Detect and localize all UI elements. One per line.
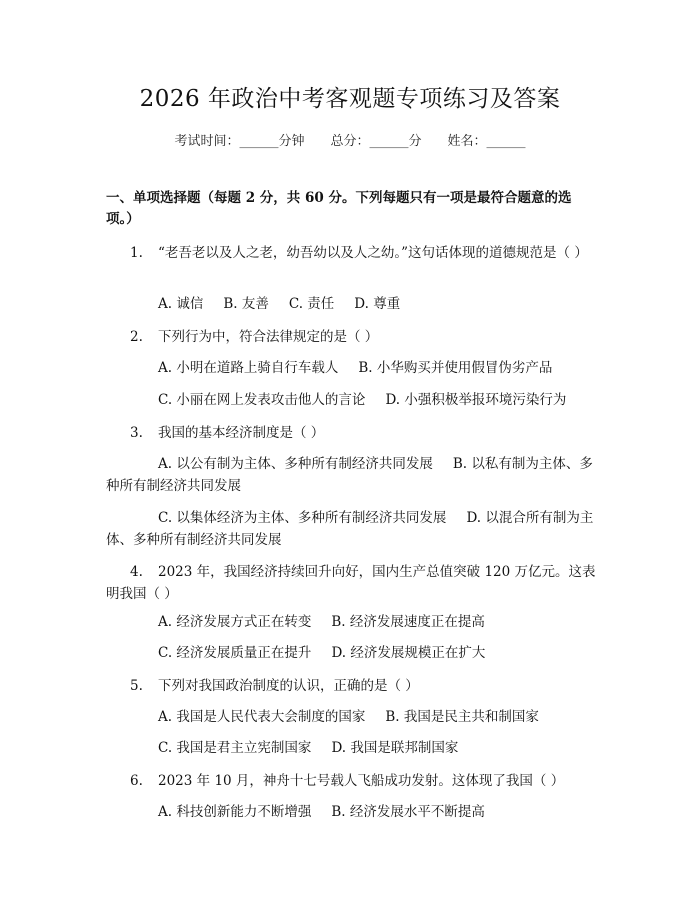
question-6-options-row1 <box>106 801 601 823</box>
question-6-stem <box>106 770 596 792</box>
option-d: D. 小强积极举报环境污染行为 <box>385 392 567 408</box>
option-b: B. 我国是民主共和制国家 <box>385 709 539 725</box>
option-a: A. 经济发展方式正在转变 <box>158 614 312 630</box>
question-text: “老吾老以及人之老，幼吾幼以及人之幼。”这句话体现的道德规范是（ ） <box>158 245 588 261</box>
option-b: B. 经济发展速度正在提高 <box>331 614 485 630</box>
question-number: 6. <box>130 773 143 789</box>
question-number: 5. <box>130 678 143 694</box>
option-c: C. 责任 <box>288 296 335 312</box>
question-text: 下列行为中，符合法律规定的是（ ） <box>158 329 379 345</box>
option-b: B. 经济发展水平不断提高 <box>331 804 485 820</box>
question-4-options-row1 <box>106 611 601 633</box>
question-text: 我国的基本经济制度是（ ） <box>158 425 325 441</box>
option-d: D. 以混合所有制为主体、多种所有制经济共同发展 <box>106 510 594 548</box>
option-c: C. 我国是君主立宪制国家 <box>158 740 312 756</box>
option-a: A. 小明在道路上骑自行车载人 <box>158 360 339 376</box>
question-5-stem <box>106 675 596 697</box>
question-5-options-row2 <box>106 737 601 759</box>
question-number: 4. <box>130 564 143 580</box>
page-title: 2026 年政治中考客观题专项练习及答案 <box>139 86 561 112</box>
question-1-stem <box>106 242 596 264</box>
question-3-options-row2 <box>106 507 601 551</box>
question-number: 2. <box>130 329 143 345</box>
question-2-options-row1 <box>106 357 601 379</box>
option-c: C. 经济发展质量正在提升 <box>158 645 312 661</box>
section-heading: 一、单项选择题（每题 2 分，共 60 分。下列每题只有一项是最符合题意的选项。） <box>106 190 572 227</box>
question-3-stem <box>106 422 596 444</box>
question-2-stem <box>106 326 596 348</box>
option-c: C. 小丽在网上发表攻击他人的言论 <box>158 392 366 408</box>
exam-meta <box>0 130 700 149</box>
question-4-stem <box>106 561 596 605</box>
question-number: 3. <box>130 425 143 441</box>
question-text: 2023 年 10 月，神舟十七号载人飞船成功发射。这体现了我国（ ） <box>158 773 565 789</box>
total-score-field: 总分：______分 <box>330 134 422 149</box>
question-4-options-row2 <box>106 642 601 664</box>
question-1-options <box>106 293 601 315</box>
option-b: B. 小华购买并使用假冒伪劣产品 <box>358 360 553 376</box>
option-a: A. 以公有制为主体、多种所有制经济共同发展 <box>158 456 433 472</box>
option-a: A. 我国是人民代表大会制度的国家 <box>158 709 366 725</box>
question-2-options-row2 <box>106 389 601 411</box>
option-d: D. 经济发展规模正在扩大 <box>331 645 486 661</box>
question-3-options-row1 <box>106 453 601 497</box>
option-c: C. 以集体经济为主体、多种所有制经济共同发展 <box>158 510 447 526</box>
exam-time-field: 考试时间：______分钟 <box>174 134 305 149</box>
option-b: B. 以私有制为主体、多种所有制经济共同发展 <box>106 456 593 494</box>
option-a: A. 诚信 <box>158 296 204 312</box>
question-text: 2023 年，我国经济持续回升向好，国内生产总值突破 120 万亿元。这表明我国（ ） <box>106 564 596 602</box>
question-number: 1. <box>130 245 143 261</box>
student-name-field: 姓名：______ <box>447 134 526 149</box>
question-text: 下列对我国政治制度的认识，正确的是（ ） <box>158 678 419 694</box>
option-d: D. 我国是联邦制国家 <box>331 740 459 756</box>
question-5-options-row1 <box>106 706 601 728</box>
option-a: A. 科技创新能力不断增强 <box>158 804 312 820</box>
option-b: B. 友善 <box>223 296 269 312</box>
option-d: D. 尊重 <box>354 296 401 312</box>
